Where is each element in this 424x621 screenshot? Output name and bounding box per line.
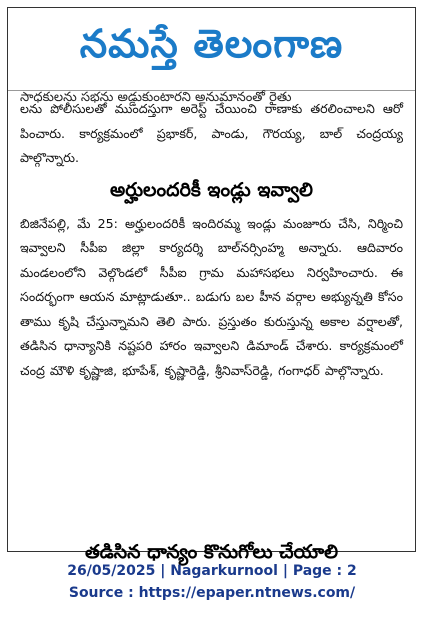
next-article-headline: తడిసిన ధాన్యం కొనుగోలు చేయాలి [84,541,339,563]
article-headline: అర్హులందరికీ ఇండ్లు ఇవ్వాలి [110,178,313,201]
article-paragraph-2: బిజినేపల్లి, మే 25: అర్హులందరికీ ఇందిరమ్మ ఇండ్లు మంజూరు చేసి, నిర్మించి ఇవ్వాలని సీపీఐ జిల్లా కార్యదర్శి బాల్‌నర్సింహ్మ అన్నారు. ఆదివారం మండలంలోని వెల్గొండలో సీపీఐ గ్రామ మహాసభలు నిర్వహించారు. ఈ సందర్భంగా ఆయన మాట్లాడుతూ.. బడుగు బల హీన వర్గాల అభ్యున్నతి కోసం తాము కృషి చేస్తున్నామని తెలి పారు. ప్రస్తుతం కురుస్తున్న అకాల వర్షాలతో, తడిసిన ధాన్యానికి నష్టపరి హారం ఇవ్వాలని డిమాండ్ చేశారు. కార్యక్రమంలో చంద్ర మౌళి కృష్ణాజి, భూపేశ్, కృష్ణారెడ్డి, శ్రీనివాస్‌రెడ్డి, గంగాధర్ పాల్గొన్నారు. [20,215,403,378]
footer-source: Source : https://epaper.ntnews.com/ [68,585,356,601]
article-body [8,91,415,383]
footer-date-edition: 26/05/2025 | Nagarkurnool | Page : 2 [67,563,357,579]
article-paragraph-1: లను పోలీసులతో ముందస్తుగా అరెస్ట్ చేయించి రాణాకు తరలించాలని ఆరో పించారు. కార్యక్రమంలో ప్రభాకర్, పాండు, గౌరయ్య, బాల్ చంద్రయ్య పాల్గొన్నారు. [20,101,403,165]
masthead-title: నమస్తే తెలంగాణ [79,22,344,67]
masthead [8,8,415,91]
newspaper-clipping [7,7,416,563]
footer [0,560,424,604]
cutoff-text-line: సాధకులను సభను అడ్డుకుంటారని అనుమానంతో రైతు [20,90,292,105]
